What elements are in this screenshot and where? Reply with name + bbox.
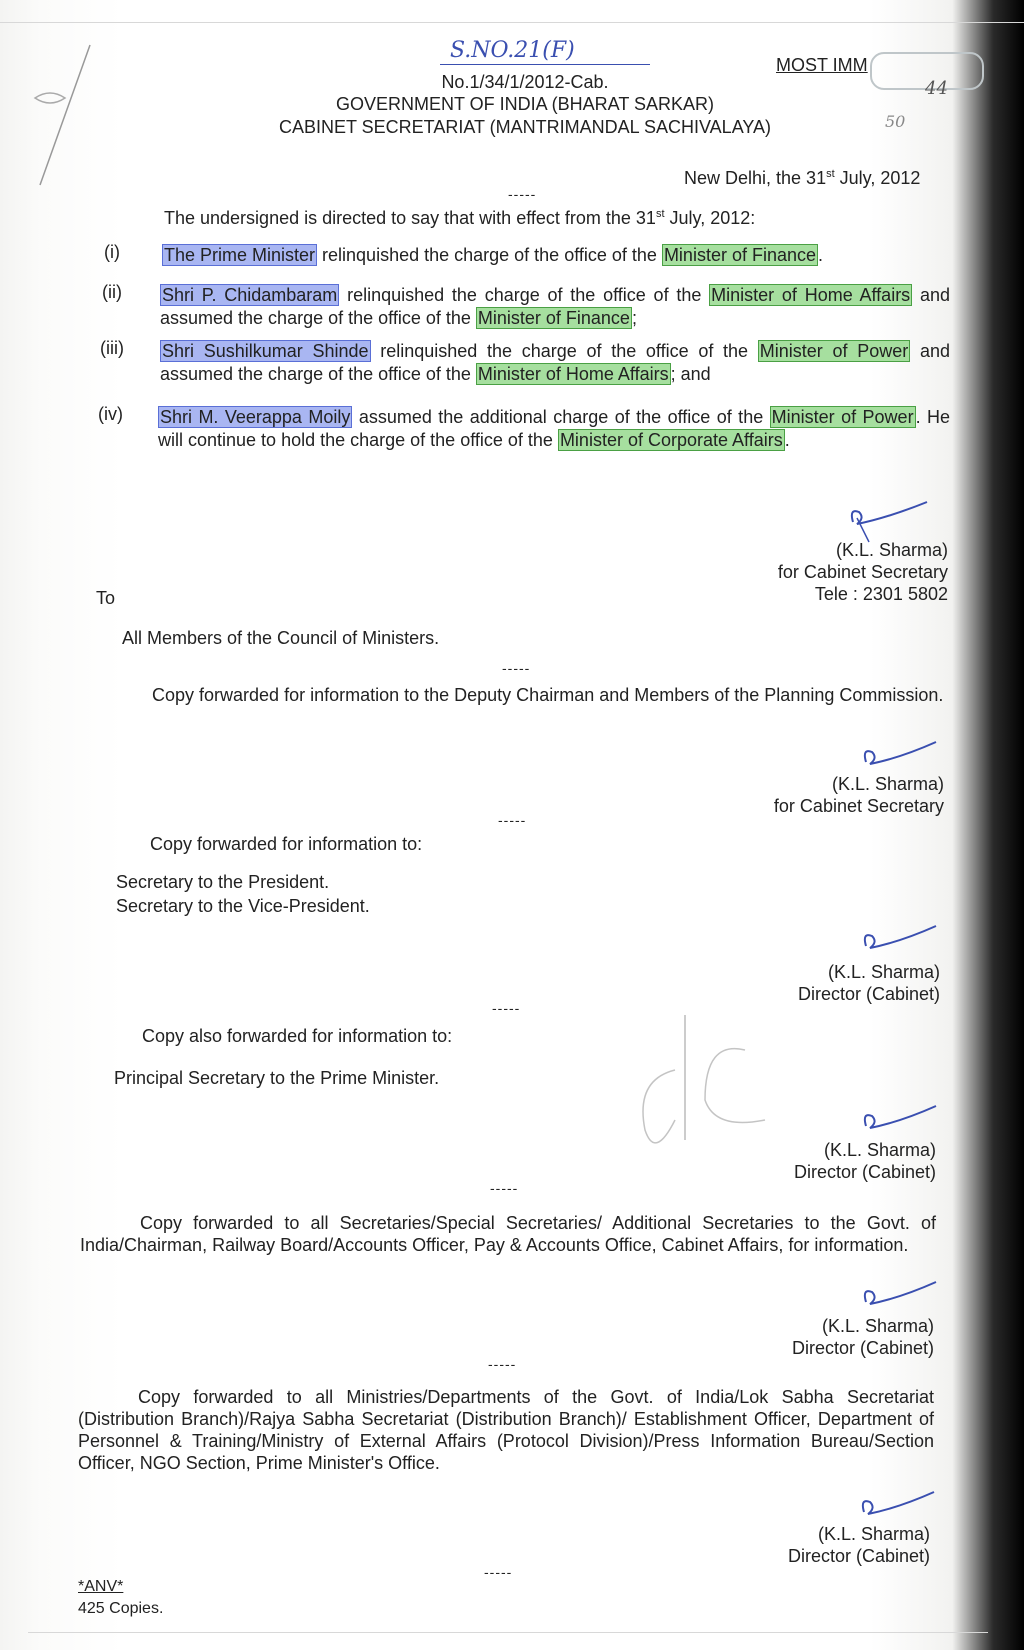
document-date: New Delhi, the 31st July, 2012 [684,168,921,188]
signature-mark [858,912,948,962]
highlighted-ministry: Minister of Finance [477,308,630,328]
header-cabinet-secretariat: CABINET SECRETARIAT (MANTRIMANDAL SACHIVALAYA) [278,117,772,137]
signature-mark [858,1268,948,1318]
separator: ----- [488,1356,517,1372]
copy-intro-2: Copy forwarded for information to: [150,834,423,854]
separator: ----- [508,186,537,202]
separator: ----- [490,1180,519,1196]
copy-intro-3: Copy also forwarded for information to: [142,1026,453,1046]
item-text-segment: and assumed the charge of the office of the [160,285,950,328]
signature-mark [858,1092,948,1142]
footer-anv: *ANV* [78,1578,124,1595]
copy-paragraph-1: Copy forwarded for information to the Deputy Chairman and Members of the Planning Commission. [152,685,944,705]
item-text-segment: . He will continue to hold the charge of the office of the [158,407,951,450]
signatory-name: (K.L. Sharma) [817,1524,930,1544]
highlighted-ministry: Minister of Corporate Affairs [559,430,783,450]
separator: ----- [492,1000,521,1016]
fold-line-mark [20,40,110,190]
signatory-telephone: Tele : 2301 5802 [814,584,948,604]
header-government: GOVERNMENT OF INDIA (BHARAT SARKAR) [335,94,715,114]
item-number-3: (iii) [100,338,124,358]
signature-mark [858,728,948,778]
highlighted-ministry: Minister of Home Affairs [711,285,911,305]
signatory-name: (K.L. Sharma) [821,1316,934,1336]
highlighted-person-name: Shri M. Veerappa Moily [160,407,351,427]
handwritten-underline [440,64,650,65]
item-text-segment: and assumed the charge of the office of the [160,341,950,384]
item-text-3 [160,340,950,386]
highlighted-ministry: Minister of Power [759,341,909,361]
signatory-name: (K.L. Sharma) [827,962,940,982]
copy-paragraph-4: Copy forwarded to all Secretaries/Special Secretaries/ Additional Secretaries to the Govt. of India/Chairman, Railway Board/Accounts Officer, Pay & Accounts Office, Cabinet Affairs, for information. [80,1213,936,1255]
to-label: To [96,588,116,608]
highlighted-ministry: Minister of Home Affairs [477,364,669,384]
item-text-segment: ; [631,308,637,328]
item-text-segment: relinquished the charge of the office of the [317,245,662,265]
scan-top-edge [0,22,1024,23]
separator: ----- [498,812,527,828]
signatory-title: Director (Cabinet) [793,1162,936,1182]
item-text-segment: relinquished the charge of the office of the [370,341,758,361]
signatory-title: for Cabinet Secretary [773,796,944,816]
separator: ----- [484,1564,513,1580]
copy-recipient-principal-secretary: Principal Secretary to the Prime Minister. [114,1068,440,1088]
signatory-name: (K.L. Sharma) [823,1140,936,1160]
handwritten-note-50: 50 [885,112,906,131]
item-text-segment: relinquished the charge of the office of the [339,285,710,305]
item-text-segment: ; and [670,364,711,384]
copy-recipient-vice-president: Secretary to the Vice-President. [116,896,370,916]
intro-paragraph: The undersigned is directed to say that with effect from the 31st July, 2012: [164,208,756,228]
signatory-title: Director (Cabinet) [797,984,940,1004]
signatory-name: (K.L. Sharma) [835,540,948,560]
copy-paragraph-5: Copy forwarded to all Ministries/Departments of the Govt. of India/Lok Sabha Secretariat (Distribution Branch)/Rajya Sabha Secretariat (Distribution Branch)/ Establishment Officer, Department of Personnel & Training/Ministry of External Affairs (Protocol Division)/Press Information Bureau/Section Officer, NGO Section, Prime Minister's Office. [78,1387,934,1473]
signatory-name: (K.L. Sharma) [831,774,944,794]
reference-number: No.1/34/1/2012-Cab. [441,72,609,92]
item-text-segment: . [784,430,790,450]
item-text-segment: . [818,245,824,265]
highlighted-person-name: Shri P. Chidambaram [162,285,338,305]
item-text-segment: assumed the additional charge of the office of the [352,407,770,427]
item-number-2: (ii) [102,282,122,302]
signatory-title: Director (Cabinet) [791,1338,934,1358]
item-text-4 [158,406,950,452]
signature-mark [845,488,945,548]
item-number-1: (i) [104,242,120,262]
highlighted-person-name: The Prime Minister [164,245,316,265]
priority-stamp: MOST IMM [776,55,868,75]
signature-mark [856,1478,946,1528]
scan-bottom-edge [28,1632,988,1633]
to-recipients: All Members of the Council of Ministers. [122,628,440,648]
highlighted-ministry: Minister of Power [771,407,914,427]
handwritten-serial-note: S.NO.21(F) [450,38,575,63]
handwritten-note-44: 44 [925,78,948,99]
highlighted-person-name: Shri Sushilkumar Shinde [162,341,369,361]
highlighted-ministry: Minister of Finance [663,245,816,265]
copy-recipient-president: Secretary to the President. [116,872,330,892]
footer-copies: 425 Copies. [78,1600,164,1617]
separator: ----- [502,660,531,676]
item-text-1 [162,244,952,267]
signatory-title: Director (Cabinet) [787,1546,930,1566]
item-text-2 [160,284,950,330]
signatory-title: for Cabinet Secretary [777,562,948,582]
item-number-4: (iv) [98,404,123,424]
